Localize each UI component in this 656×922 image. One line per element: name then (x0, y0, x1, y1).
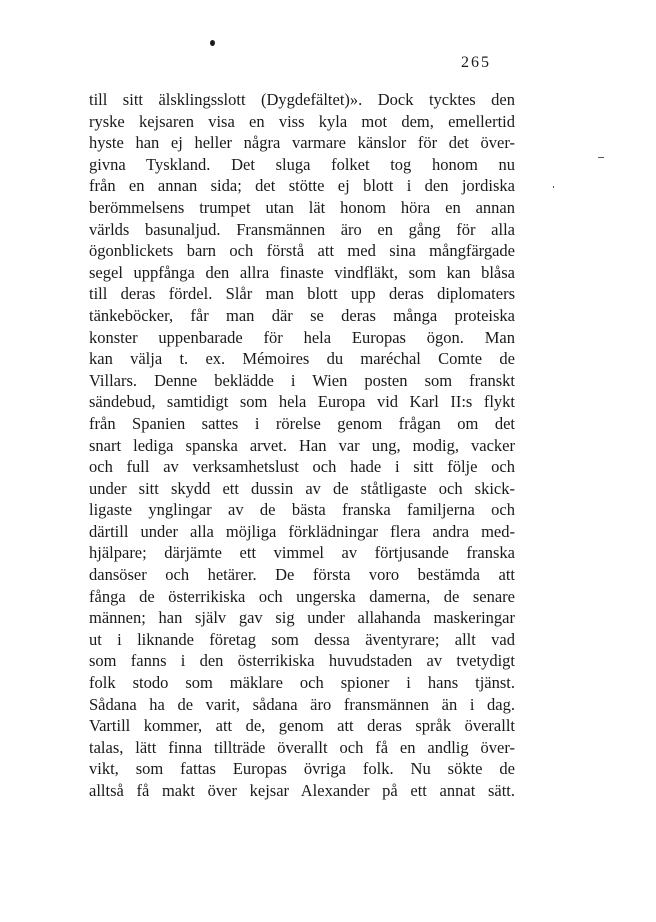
text-line: ryske kejsaren visa en viss kyla mot dem, emellertid (89, 111, 515, 131)
text-line: ligaste ynglingar av de bästa franska familjerna och (89, 500, 515, 520)
text-line: Sådana ha de varit, sådana äro fransmännen än i dag. (89, 694, 515, 714)
text-line: därtill under alla möjliga förklädningar flera andra med- (89, 521, 515, 541)
text-line: givna Tyskland. Det sluga folket tog honom nu (89, 154, 515, 174)
text-line: talas, lätt finna tillträde överallt och få en andlig över- (89, 737, 515, 757)
body-text (89, 89, 515, 802)
text-line: till sitt älsklingsslott (Dygdefältet)». Dock tycktes den (89, 90, 515, 109)
text-line: kan välja t. ex. Mémoires du maréchal Comte de (89, 349, 515, 369)
text-line: männen; han själv gav sig under allahanda maskeringar (89, 608, 515, 628)
text-line: alltså få makt över kejsar Alexander på ett annat sätt. (89, 781, 515, 800)
text-line: och full av verksamhetslust och hade i sitt följe och (89, 457, 515, 477)
text-line: hyste han ej heller några varmare känslor för det över- (89, 133, 515, 153)
text-line: segel uppfånga den allra finaste vindfläkt, som kan blåsa (89, 262, 515, 282)
text-line: ut i liknande företag som dessa äventyrare; allt vad (89, 629, 515, 649)
text-line: från Spanien sattes i rörelse genom frågan om det (89, 413, 515, 433)
text-line: folk stodo som mäklare och spioner i hans tjänst. (89, 673, 515, 693)
ink-dot (210, 40, 215, 46)
text-line: ögonblickets barn och förstå att med sina mångfärgade (89, 241, 515, 261)
text-line: sändebud, samtidigt som hela Europa vid Karl II:s flykt (89, 392, 515, 412)
text-line: som fanns i den österrikiska huvudstaden av tvetydigt (89, 651, 515, 671)
text-line: berömmelsens trumpet utan lät honom höra en annan (89, 197, 515, 217)
text-line: konster uppenbarade för hela Europas ögon. Man (89, 327, 515, 347)
text-line: till deras fördel. Slår man blott upp deras diplomaters (89, 284, 515, 304)
text-line: dansöser och hetärer. De första voro bestämda att (89, 565, 515, 585)
margin-speck (553, 186, 554, 188)
text-line: under sitt skydd ett dussin av de ståtligaste och skick- (89, 478, 515, 498)
text-line: snart lediga spanska arvet. Han var ung, modig, vacker (89, 435, 515, 455)
text-line: världs basunaljud. Fransmännen äro en gång för alla (89, 219, 515, 239)
page-number: 265 (461, 54, 491, 71)
text-line: Vartill kommer, att de, genom att deras språk överallt (89, 716, 515, 736)
text-line: från en annan sida; det stötte ej blott i den jordiska (89, 176, 515, 196)
text-line: vikt, som fattas Europas övriga folk. Nu sökte de (89, 759, 515, 779)
text-line: tänkeböcker, får man där se deras många proteiska (89, 305, 515, 325)
text-line: hjälpare; därjämte ett vimmel av förtjusande franska (89, 543, 515, 563)
text-line: Villars. Denne beklädde i Wien posten som franskt (89, 370, 515, 390)
text-line: fånga de österrikiska och ungerska damerna, de senare (89, 586, 515, 606)
margin-speck (598, 157, 604, 158)
